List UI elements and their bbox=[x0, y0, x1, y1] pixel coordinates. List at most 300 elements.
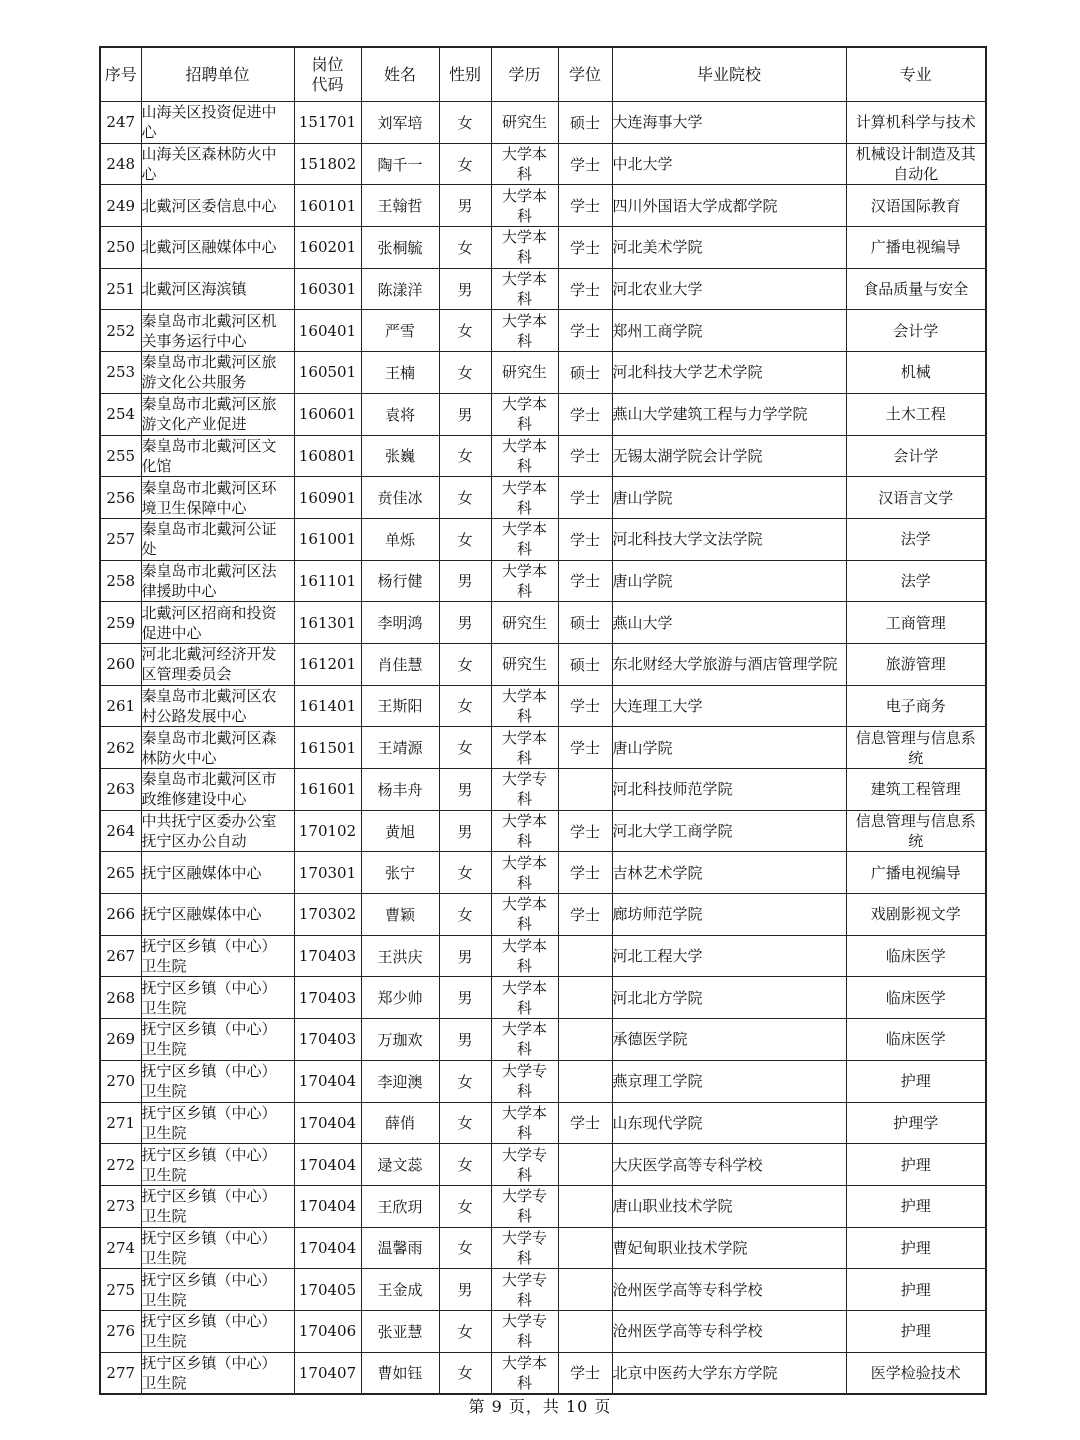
cell-post-code: 170404 bbox=[294, 1102, 361, 1144]
cell-degree bbox=[558, 977, 612, 1019]
cell-unit bbox=[141, 1185, 294, 1227]
cell-seq: 258 bbox=[100, 560, 141, 602]
cell-school-text: 山东现代学院 bbox=[612, 1113, 703, 1132]
header-school: 毕业院校 bbox=[612, 47, 846, 102]
cell-name: 曹如钰 bbox=[361, 1352, 439, 1394]
cell-school-text: 大庆医学高等专科学校 bbox=[612, 1155, 763, 1174]
cell-seq: 259 bbox=[100, 602, 141, 644]
cell-major bbox=[846, 852, 986, 894]
cell-education-text: 大学本科 bbox=[501, 395, 547, 434]
cell-name: 王靖源 bbox=[361, 727, 439, 769]
table-row bbox=[100, 810, 986, 852]
cell-unit bbox=[141, 1102, 294, 1144]
cell-unit-text: 河北北戴河经济开发区管理委员会 bbox=[141, 645, 277, 684]
cell-education bbox=[491, 810, 558, 852]
cell-school-text: 河北工程大学 bbox=[612, 947, 703, 966]
cell-school-text: 唐山职业技术学院 bbox=[612, 1197, 733, 1216]
cell-gender: 男 bbox=[439, 268, 491, 310]
table-row bbox=[100, 143, 986, 185]
cell-unit-text: 抚宁区乡镇（中心）卫生院 bbox=[141, 978, 277, 1017]
cell-unit-text: 秦皇岛市北戴河公证处 bbox=[141, 520, 277, 559]
cell-education-text: 大学本科 bbox=[501, 186, 547, 225]
cell-gender: 女 bbox=[439, 310, 491, 352]
cell-school-text: 河北美术学院 bbox=[612, 238, 703, 257]
cell-major-text: 汉语言文学 bbox=[878, 488, 954, 507]
cell-major-text: 临床医学 bbox=[885, 1030, 946, 1049]
cell-school bbox=[612, 1227, 846, 1269]
cell-school-text: 沧州医学高等专科学校 bbox=[612, 1280, 763, 1299]
cell-school bbox=[612, 977, 846, 1019]
cell-school-text: 河北科技师范学院 bbox=[612, 780, 733, 799]
table-row bbox=[100, 643, 986, 685]
cell-post-code: 170403 bbox=[294, 1019, 361, 1061]
cell-unit bbox=[141, 769, 294, 811]
cell-school bbox=[612, 602, 846, 644]
cell-post-code: 160501 bbox=[294, 352, 361, 394]
table-row bbox=[100, 518, 986, 560]
cell-seq: 256 bbox=[100, 477, 141, 519]
table-row bbox=[100, 477, 986, 519]
cell-name: 单烁 bbox=[361, 518, 439, 560]
table-row bbox=[100, 310, 986, 352]
cell-name: 温馨雨 bbox=[361, 1227, 439, 1269]
cell-education bbox=[491, 1227, 558, 1269]
header-unit: 招聘单位 bbox=[141, 47, 294, 102]
cell-post-code: 170404 bbox=[294, 1227, 361, 1269]
cell-major-text: 护理 bbox=[900, 1072, 931, 1091]
cell-degree: 学士 bbox=[558, 727, 612, 769]
table-row bbox=[100, 393, 986, 435]
cell-post-code: 161501 bbox=[294, 727, 361, 769]
cell-school-text: 廊坊师范学院 bbox=[612, 905, 703, 924]
cell-seq: 265 bbox=[100, 852, 141, 894]
cell-major-text: 法学 bbox=[900, 530, 931, 549]
cell-post-code: 160201 bbox=[294, 227, 361, 269]
cell-school bbox=[612, 1310, 846, 1352]
cell-gender: 男 bbox=[439, 1019, 491, 1061]
cell-school-text: 曹妃甸职业技术学院 bbox=[612, 1238, 748, 1257]
cell-education bbox=[491, 477, 558, 519]
cell-school-text: 北京中医药大学东方学院 bbox=[612, 1363, 778, 1382]
table-row bbox=[100, 1269, 986, 1311]
cell-unit bbox=[141, 352, 294, 394]
cell-unit-text: 山海关区投资促进中心 bbox=[141, 103, 277, 142]
cell-school bbox=[612, 435, 846, 477]
cell-unit-text: 抚宁区乡镇（中心）卫生院 bbox=[141, 1312, 277, 1351]
cell-seq: 264 bbox=[100, 810, 141, 852]
cell-unit-text: 北戴河区委信息中心 bbox=[141, 196, 277, 215]
cell-major-text: 电子商务 bbox=[885, 696, 946, 715]
cell-unit-text: 秦皇岛市北戴河区市政维修建设中心 bbox=[141, 770, 277, 809]
cell-degree: 学士 bbox=[558, 143, 612, 185]
cell-education bbox=[491, 560, 558, 602]
cell-school bbox=[612, 518, 846, 560]
cell-education-text: 大学本科 bbox=[501, 311, 547, 350]
cell-school-text: 郑州工商学院 bbox=[612, 321, 703, 340]
cell-degree bbox=[558, 935, 612, 977]
cell-gender: 女 bbox=[439, 477, 491, 519]
cell-school bbox=[612, 310, 846, 352]
cell-gender: 男 bbox=[439, 977, 491, 1019]
cell-post-code: 161401 bbox=[294, 685, 361, 727]
cell-degree bbox=[558, 1269, 612, 1311]
cell-name: 薛俏 bbox=[361, 1102, 439, 1144]
cell-education bbox=[491, 1102, 558, 1144]
cell-name: 王翰哲 bbox=[361, 185, 439, 227]
cell-gender: 女 bbox=[439, 1352, 491, 1394]
cell-education bbox=[491, 935, 558, 977]
cell-name: 黄旭 bbox=[361, 810, 439, 852]
cell-post-code: 161101 bbox=[294, 560, 361, 602]
cell-education-text: 大学本科 bbox=[501, 1103, 547, 1142]
table-row bbox=[100, 1019, 986, 1061]
cell-name: 贲佳冰 bbox=[361, 477, 439, 519]
cell-unit-text: 秦皇岛市北戴河区机关事务运行中心 bbox=[141, 311, 277, 350]
table-row bbox=[100, 1227, 986, 1269]
cell-gender: 男 bbox=[439, 560, 491, 602]
cell-major-text: 广播电视编导 bbox=[870, 863, 961, 882]
cell-major bbox=[846, 477, 986, 519]
cell-seq: 249 bbox=[100, 185, 141, 227]
cell-major-text: 土木工程 bbox=[885, 405, 946, 424]
cell-gender: 女 bbox=[439, 894, 491, 936]
table-row bbox=[100, 685, 986, 727]
table-row bbox=[100, 1352, 986, 1394]
cell-education-text: 大学本科 bbox=[501, 686, 547, 725]
cell-name: 陈漾洋 bbox=[361, 268, 439, 310]
cell-major-text: 护理 bbox=[900, 1197, 931, 1216]
cell-school-text: 东北财经大学旅游与酒店管理学院 bbox=[612, 655, 838, 674]
cell-gender: 女 bbox=[439, 1227, 491, 1269]
table-row bbox=[100, 602, 986, 644]
cell-post-code: 170405 bbox=[294, 1269, 361, 1311]
cell-post-code: 160601 bbox=[294, 393, 361, 435]
cell-school-text: 中北大学 bbox=[612, 155, 673, 174]
cell-post-code: 170302 bbox=[294, 894, 361, 936]
cell-name: 王斯阳 bbox=[361, 685, 439, 727]
header-major: 专业 bbox=[846, 47, 986, 102]
cell-gender: 男 bbox=[439, 185, 491, 227]
cell-post-code: 160801 bbox=[294, 435, 361, 477]
header-seq: 序号 bbox=[100, 47, 141, 102]
cell-school bbox=[612, 143, 846, 185]
cell-gender: 女 bbox=[439, 435, 491, 477]
cell-education bbox=[491, 1269, 558, 1311]
cell-unit bbox=[141, 268, 294, 310]
cell-degree: 学士 bbox=[558, 227, 612, 269]
table-row bbox=[100, 268, 986, 310]
cell-name: 杨行健 bbox=[361, 560, 439, 602]
cell-major bbox=[846, 894, 986, 936]
cell-unit bbox=[141, 143, 294, 185]
cell-education-text: 大学本科 bbox=[501, 812, 547, 851]
cell-education-text: 大学本科 bbox=[501, 478, 547, 517]
cell-name: 郑少帅 bbox=[361, 977, 439, 1019]
cell-education bbox=[491, 685, 558, 727]
cell-education bbox=[491, 435, 558, 477]
cell-seq: 271 bbox=[100, 1102, 141, 1144]
cell-seq: 269 bbox=[100, 1019, 141, 1061]
cell-major bbox=[846, 602, 986, 644]
cell-degree: 硕士 bbox=[558, 352, 612, 394]
cell-degree: 学士 bbox=[558, 185, 612, 227]
cell-degree: 学士 bbox=[558, 310, 612, 352]
table-row bbox=[100, 769, 986, 811]
cell-post-code: 170404 bbox=[294, 1060, 361, 1102]
cell-degree bbox=[558, 1144, 612, 1186]
cell-unit bbox=[141, 977, 294, 1019]
table-row bbox=[100, 227, 986, 269]
cell-school-text: 四川外国语大学成都学院 bbox=[612, 196, 778, 215]
cell-school bbox=[612, 102, 846, 144]
cell-school bbox=[612, 1102, 846, 1144]
cell-major-text: 机械设计制造及其自动化 bbox=[855, 145, 976, 184]
cell-post-code: 170404 bbox=[294, 1185, 361, 1227]
cell-education bbox=[491, 1352, 558, 1394]
cell-unit bbox=[141, 393, 294, 435]
cell-gender: 女 bbox=[439, 102, 491, 144]
cell-major-text: 广播电视编导 bbox=[870, 238, 961, 257]
header-education: 学历 bbox=[491, 47, 558, 102]
cell-school bbox=[612, 935, 846, 977]
cell-gender: 女 bbox=[439, 852, 491, 894]
cell-education-text: 研究生 bbox=[501, 655, 547, 674]
cell-degree bbox=[558, 1019, 612, 1061]
cell-major bbox=[846, 1019, 986, 1061]
cell-education-text: 大学专科 bbox=[501, 1145, 547, 1184]
cell-name: 逯文蕊 bbox=[361, 1144, 439, 1186]
cell-school-text: 无锡太湖学院会计学院 bbox=[612, 446, 763, 465]
cell-unit-text: 秦皇岛市北戴河区法律援助中心 bbox=[141, 561, 277, 600]
cell-education-text: 大学本科 bbox=[501, 728, 547, 767]
cell-post-code: 161601 bbox=[294, 769, 361, 811]
cell-school-text: 大连理工大学 bbox=[612, 696, 703, 715]
cell-unit bbox=[141, 894, 294, 936]
cell-unit-text: 秦皇岛市北戴河区旅游文化产业促进 bbox=[141, 395, 277, 434]
cell-gender: 女 bbox=[439, 143, 491, 185]
cell-post-code: 151802 bbox=[294, 143, 361, 185]
cell-unit bbox=[141, 185, 294, 227]
cell-school-text: 吉林艺术学院 bbox=[612, 863, 703, 882]
cell-school-text: 河北农业大学 bbox=[612, 280, 703, 299]
cell-unit bbox=[141, 1227, 294, 1269]
cell-degree bbox=[558, 1227, 612, 1269]
table-row bbox=[100, 935, 986, 977]
cell-major-text: 戏剧影视文学 bbox=[870, 905, 961, 924]
cell-degree: 学士 bbox=[558, 1102, 612, 1144]
cell-school bbox=[612, 643, 846, 685]
cell-unit bbox=[141, 643, 294, 685]
cell-major bbox=[846, 935, 986, 977]
cell-major bbox=[846, 977, 986, 1019]
cell-seq: 251 bbox=[100, 268, 141, 310]
cell-major-text: 工商管理 bbox=[885, 613, 946, 632]
cell-degree: 学士 bbox=[558, 560, 612, 602]
cell-education-text: 大学本科 bbox=[501, 270, 547, 309]
cell-education-text: 大学专科 bbox=[501, 770, 547, 809]
cell-major-text: 护理 bbox=[900, 1322, 931, 1341]
cell-gender: 男 bbox=[439, 810, 491, 852]
cell-major bbox=[846, 518, 986, 560]
cell-education bbox=[491, 393, 558, 435]
table-row bbox=[100, 727, 986, 769]
cell-school-text: 大连海事大学 bbox=[612, 113, 703, 132]
cell-major-text: 旅游管理 bbox=[885, 655, 946, 674]
cell-unit-text: 抚宁区乡镇（中心）卫生院 bbox=[141, 1353, 277, 1392]
cell-gender: 女 bbox=[439, 1060, 491, 1102]
cell-post-code: 160301 bbox=[294, 268, 361, 310]
cell-school-text: 唐山学院 bbox=[612, 571, 673, 590]
cell-degree: 学士 bbox=[558, 393, 612, 435]
cell-major-text: 信息管理与信息系统 bbox=[855, 812, 976, 851]
cell-gender: 女 bbox=[439, 1102, 491, 1144]
cell-major bbox=[846, 227, 986, 269]
cell-education-text: 大学专科 bbox=[501, 1062, 547, 1101]
cell-unit-text: 抚宁区乡镇（中心）卫生院 bbox=[141, 937, 277, 976]
cell-post-code: 161001 bbox=[294, 518, 361, 560]
cell-seq: 248 bbox=[100, 143, 141, 185]
cell-unit bbox=[141, 1144, 294, 1186]
cell-major-text: 信息管理与信息系统 bbox=[855, 728, 976, 767]
cell-name: 李明鸿 bbox=[361, 602, 439, 644]
cell-post-code: 160401 bbox=[294, 310, 361, 352]
cell-seq: 247 bbox=[100, 102, 141, 144]
cell-education bbox=[491, 268, 558, 310]
cell-name: 李迎澳 bbox=[361, 1060, 439, 1102]
cell-unit-text: 秦皇岛市北戴河区农村公路发展中心 bbox=[141, 686, 277, 725]
cell-seq: 272 bbox=[100, 1144, 141, 1186]
cell-seq: 262 bbox=[100, 727, 141, 769]
cell-school bbox=[612, 1144, 846, 1186]
cell-unit-text: 秦皇岛市北戴河区环境卫生保障中心 bbox=[141, 478, 277, 517]
cell-gender: 女 bbox=[439, 1310, 491, 1352]
cell-unit-text: 山海关区森林防火中心 bbox=[141, 145, 277, 184]
cell-seq: 260 bbox=[100, 643, 141, 685]
cell-education bbox=[491, 518, 558, 560]
cell-school-text: 河北北方学院 bbox=[612, 988, 703, 1007]
cell-education-text: 大学本科 bbox=[501, 520, 547, 559]
cell-gender: 女 bbox=[439, 685, 491, 727]
header-degree: 学位 bbox=[558, 47, 612, 102]
cell-degree: 学士 bbox=[558, 435, 612, 477]
cell-education bbox=[491, 602, 558, 644]
cell-major bbox=[846, 352, 986, 394]
cell-unit bbox=[141, 935, 294, 977]
cell-post-code: 161201 bbox=[294, 643, 361, 685]
cell-unit bbox=[141, 435, 294, 477]
cell-unit bbox=[141, 810, 294, 852]
cell-education-text: 大学本科 bbox=[501, 228, 547, 267]
header-name: 姓名 bbox=[361, 47, 439, 102]
cell-school-text: 沧州医学高等专科学校 bbox=[612, 1322, 763, 1341]
cell-unit-text: 北戴河区招商和投资促进中心 bbox=[141, 603, 277, 642]
cell-education-text: 研究生 bbox=[501, 613, 547, 632]
cell-major-text: 护理 bbox=[900, 1238, 931, 1257]
cell-education-text: 大学专科 bbox=[501, 1270, 547, 1309]
cell-major bbox=[846, 643, 986, 685]
table-row bbox=[100, 1060, 986, 1102]
cell-major-text: 建筑工程管理 bbox=[870, 780, 961, 799]
cell-unit bbox=[141, 1352, 294, 1394]
cell-major-text: 护理 bbox=[900, 1280, 931, 1299]
cell-education-text: 大学专科 bbox=[501, 1312, 547, 1351]
cell-school-text: 燕山大学建筑工程与力学学院 bbox=[612, 405, 808, 424]
cell-education bbox=[491, 143, 558, 185]
cell-seq: 257 bbox=[100, 518, 141, 560]
cell-unit bbox=[141, 1310, 294, 1352]
cell-unit bbox=[141, 852, 294, 894]
cell-unit-text: 北戴河区海滨镇 bbox=[141, 280, 247, 299]
cell-school bbox=[612, 477, 846, 519]
cell-school bbox=[612, 1352, 846, 1394]
table-row bbox=[100, 894, 986, 936]
cell-post-code: 170403 bbox=[294, 935, 361, 977]
cell-unit bbox=[141, 1269, 294, 1311]
cell-education bbox=[491, 1185, 558, 1227]
cell-education-text: 大学本科 bbox=[501, 1353, 547, 1392]
cell-degree bbox=[558, 769, 612, 811]
cell-name: 王楠 bbox=[361, 352, 439, 394]
cell-seq: 268 bbox=[100, 977, 141, 1019]
cell-unit bbox=[141, 518, 294, 560]
cell-education bbox=[491, 894, 558, 936]
cell-major-text: 护理学 bbox=[893, 1113, 939, 1132]
cell-education bbox=[491, 352, 558, 394]
cell-major-text: 临床医学 bbox=[885, 988, 946, 1007]
cell-name: 王欣玥 bbox=[361, 1185, 439, 1227]
cell-degree: 学士 bbox=[558, 518, 612, 560]
cell-unit-text: 中共抚宁区委办公室抚宁区办公自动 bbox=[141, 812, 277, 851]
cell-school bbox=[612, 227, 846, 269]
cell-major bbox=[846, 1060, 986, 1102]
cell-school-text: 河北大学工商学院 bbox=[612, 822, 733, 841]
cell-unit bbox=[141, 227, 294, 269]
cell-seq: 255 bbox=[100, 435, 141, 477]
cell-major bbox=[846, 727, 986, 769]
cell-seq: 270 bbox=[100, 1060, 141, 1102]
cell-major bbox=[846, 769, 986, 811]
cell-unit-text: 秦皇岛市北戴河区森林防火中心 bbox=[141, 728, 277, 767]
cell-education-text: 研究生 bbox=[501, 113, 547, 132]
cell-major bbox=[846, 1310, 986, 1352]
cell-seq: 274 bbox=[100, 1227, 141, 1269]
cell-unit-text: 秦皇岛市北戴河区文化馆 bbox=[141, 436, 277, 475]
table-row bbox=[100, 1310, 986, 1352]
cell-unit-text: 抚宁区乡镇（中心）卫生院 bbox=[141, 1187, 277, 1226]
cell-gender: 女 bbox=[439, 1144, 491, 1186]
header-row bbox=[100, 47, 986, 102]
cell-school-text: 唐山学院 bbox=[612, 488, 673, 507]
cell-school bbox=[612, 185, 846, 227]
cell-education bbox=[491, 185, 558, 227]
cell-degree: 学士 bbox=[558, 810, 612, 852]
cell-major-text: 医学检验技术 bbox=[870, 1363, 961, 1382]
cell-gender: 男 bbox=[439, 393, 491, 435]
cell-education bbox=[491, 643, 558, 685]
cell-major bbox=[846, 268, 986, 310]
cell-school bbox=[612, 560, 846, 602]
cell-name: 张巍 bbox=[361, 435, 439, 477]
cell-education-text: 大学专科 bbox=[501, 1187, 547, 1226]
cell-seq: 275 bbox=[100, 1269, 141, 1311]
cell-school-text: 河北科技大学艺术学院 bbox=[612, 363, 763, 382]
cell-gender: 女 bbox=[439, 227, 491, 269]
cell-major bbox=[846, 1102, 986, 1144]
cell-education bbox=[491, 1144, 558, 1186]
cell-seq: 266 bbox=[100, 894, 141, 936]
cell-unit bbox=[141, 310, 294, 352]
table-row bbox=[100, 852, 986, 894]
